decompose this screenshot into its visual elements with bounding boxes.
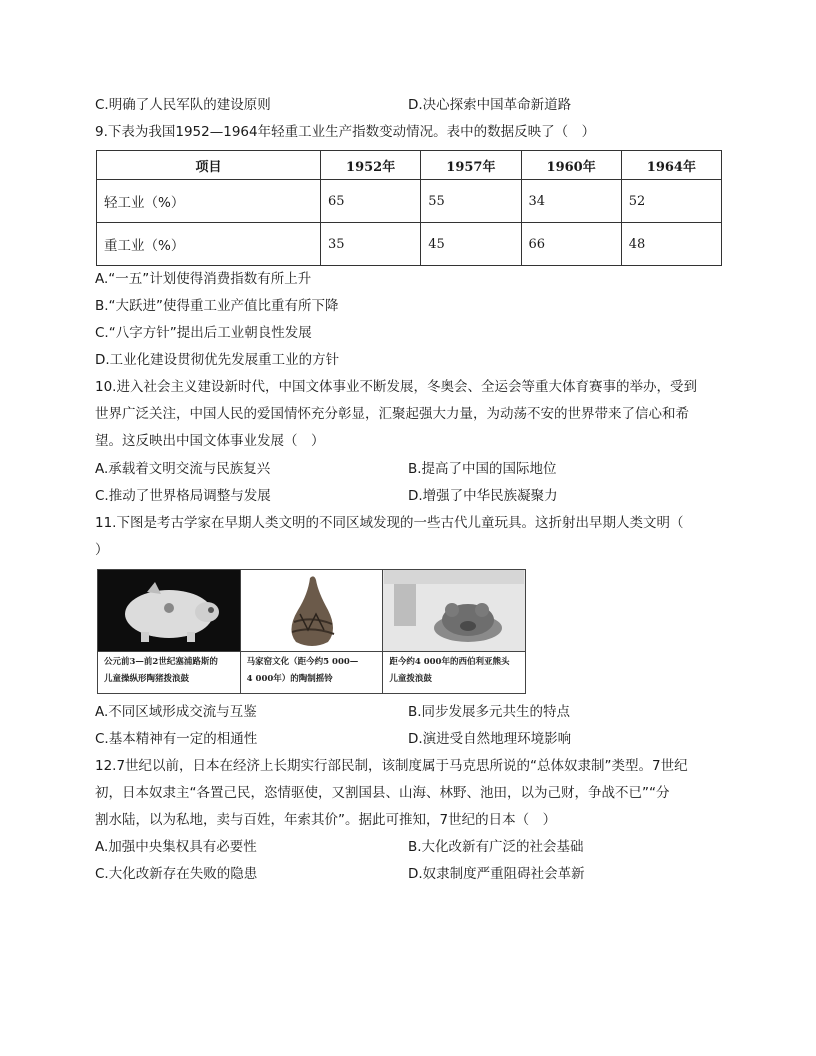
figure-panel [383,570,525,693]
caption-line: 距今约4 000年的西伯利亚熊头 [389,657,510,667]
table-header-cell: 1957年 [421,151,521,180]
q12-stem-line: 12.7世纪以前，日本在经济上长期实行部民制，该制度属于马克思所说的“总体奴隶制”类型。7世纪 [95,758,688,774]
row-label: 重工业（%） [97,223,321,266]
table-cell: 52 [621,180,721,223]
table-cell: 48 [621,223,721,266]
q12-stem-line: 割水陆，以为私地，卖与百姓，年索其价”。据此可推知，7世纪的日本（ ） [95,812,557,828]
table-header-cell: 1952年 [321,151,421,180]
q10-option-c: C.推动了世界格局调整与发展 [95,488,271,504]
q10-option-d: D.增强了中华民族凝聚力 [408,488,558,504]
q12-option-d: D.奴隶制度严重阻碍社会革新 [408,866,585,882]
q11-option-a: A.不同区域形成交流与互鉴 [95,704,257,720]
table-cell: 34 [521,180,621,223]
q12-option-c: C.大化改新存在失败的隐患 [95,866,258,882]
table-header-cell: 1960年 [521,151,621,180]
q9-option-b: B.“大跃进”使得重工业产值比重有所下降 [95,298,339,314]
q12-option-a: A.加强中央集权具有必要性 [95,839,257,855]
pig-rattle-image [98,570,240,652]
q10-option-a: A.承载着文明交流与民族复兴 [95,461,271,477]
q10-stem-line: 望。这反映出中国文体事业发展（ ） [95,433,325,449]
pottery-bell-image [241,570,383,652]
table-cell: 66 [521,223,621,266]
table-cell: 55 [421,180,521,223]
q9-option-a: A.“一五”计划使得消费指数有所上升 [95,271,312,287]
table-cell: 35 [321,223,421,266]
q8-option-c: C.明确了人民军队的建设原则 [95,97,271,113]
table-row [97,180,722,223]
figure-caption [383,652,525,693]
q11-option-c: C.基本精神有一定的相通性 [95,731,258,747]
caption-line: 儿童拨浪鼓 [389,674,432,684]
q10-stem-line: 世界广泛关注，中国人民的爱国情怀充分彰显，汇聚起强大力量，为动荡不安的世界带来了信心和希 [95,406,689,422]
industry-index-table [96,150,722,266]
table-cell: 45 [421,223,521,266]
q11-stem-line: 11.下图是考古学家在早期人类文明的不同区域发现的一些古代儿童玩具。这折射出早期人类文明（ [95,515,684,531]
q10-stem-line: 10.进入社会主义建设新时代，中国文体事业不断发展，冬奥会、全运会等重大体育赛事的举办，受到 [95,379,697,395]
table-cell: 65 [321,180,421,223]
q11-stem-line: ） [95,542,109,558]
figure-panel [98,570,241,693]
caption-line: 儿童操纵形陶猪拨浪鼓 [104,674,190,684]
table-row [97,223,722,266]
q11-option-d: D.演进受自然地理环境影响 [408,731,572,747]
ancient-toys-figure [97,569,526,694]
caption-line: 马家窑文化（距今约5 000— [246,657,359,667]
table-header-cell: 项目 [97,151,321,180]
q9-option-c: C.“八字方针”提出后工业朝良性发展 [95,325,312,341]
row-label: 轻工业（%） [97,180,321,223]
q9-stem: 9.下表为我国1952—1964年轻重工业生产指数变动情况。表中的数据反映了（ ） [95,124,596,140]
figure-panel [241,570,384,693]
q12-option-b: B.大化改新有广泛的社会基础 [408,839,584,855]
table-header-cell: 1964年 [621,151,721,180]
figure-caption [98,652,240,693]
table-header-row [97,151,722,180]
bear-rattle-image [383,570,525,652]
q8-option-d: D.决心探索中国革命新道路 [408,97,572,113]
q12-stem-line: 初，日本奴隶主“各置己民，恣情驱使，又割国县、山海、林野、池田，以为己财，争战不已”“分 [95,785,670,801]
caption-line: 4 000年）的陶制摇铃 [246,674,333,684]
q9-option-d: D.工业化建设贯彻优先发展重工业的方针 [95,352,340,368]
q11-option-b: B.同步发展多元共生的特点 [408,704,571,720]
caption-line: 公元前3—前2世纪塞浦路斯的 [104,657,218,667]
q10-option-b: B.提高了中国的国际地位 [408,461,557,477]
figure-caption [241,652,383,693]
